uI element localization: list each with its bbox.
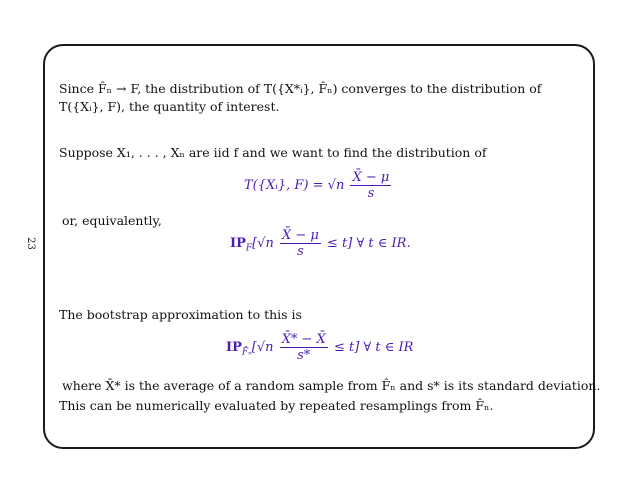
equation-3-sub: F̂ₙ bbox=[241, 347, 252, 358]
paragraph-1-line-1: Since F̂ₙ → F, the distribution of T({X*ᵢ}, F̂ₙ) converges to the distribution of bbox=[59, 81, 542, 96]
bootstrap-intro: The bootstrap approximation to this is bbox=[59, 307, 302, 322]
equation-2 bbox=[230, 228, 411, 259]
equation-2-suffix: ≤ t] ∀ t ∈ IR. bbox=[327, 236, 411, 251]
equation-2-numerator: X̄ − μ bbox=[281, 228, 319, 243]
equation-1-denominator: s bbox=[367, 186, 375, 201]
equation-3 bbox=[226, 332, 413, 363]
paragraph-3-line-2: This can be numerically evaluated by repeated resamplings from F̂ₙ. bbox=[59, 398, 494, 413]
equation-2-open: [√n bbox=[252, 236, 274, 251]
equation-3-fraction bbox=[280, 332, 328, 363]
paragraph-2: Suppose X₁, . . . , Xₙ are iid f and we want to find the distribution of bbox=[59, 145, 487, 160]
equation-1 bbox=[244, 170, 393, 201]
equation-3-suffix: ≤ t] ∀ t ∈ IR bbox=[333, 340, 414, 355]
equation-3-denominator: s* bbox=[297, 348, 311, 363]
equation-2-fraction bbox=[280, 228, 321, 259]
paragraph-3-line-1: where X̄* is the average of a random sample from F̂ₙ and s* is its standard deviation. bbox=[62, 378, 601, 393]
equation-2-prob: IP bbox=[230, 236, 246, 251]
equation-3-prob: IP bbox=[226, 340, 242, 355]
equivalently-text: or, equivalently, bbox=[62, 213, 162, 228]
equation-3-numerator: X̄* − X̄ bbox=[281, 332, 326, 347]
page-number: 23 bbox=[24, 237, 36, 250]
equation-2-sub: F bbox=[245, 243, 253, 254]
paragraph-1-line-2: T({Xᵢ}, F), the quantity of interest. bbox=[59, 99, 280, 114]
equation-1-fraction bbox=[350, 170, 391, 201]
equation-2-denominator: s bbox=[297, 244, 304, 259]
equation-1-numerator: X̄ − μ bbox=[352, 170, 390, 185]
equation-3-open: [√n bbox=[251, 340, 274, 355]
equation-1-lhs: T({Xᵢ}, F) = √n bbox=[244, 178, 345, 193]
